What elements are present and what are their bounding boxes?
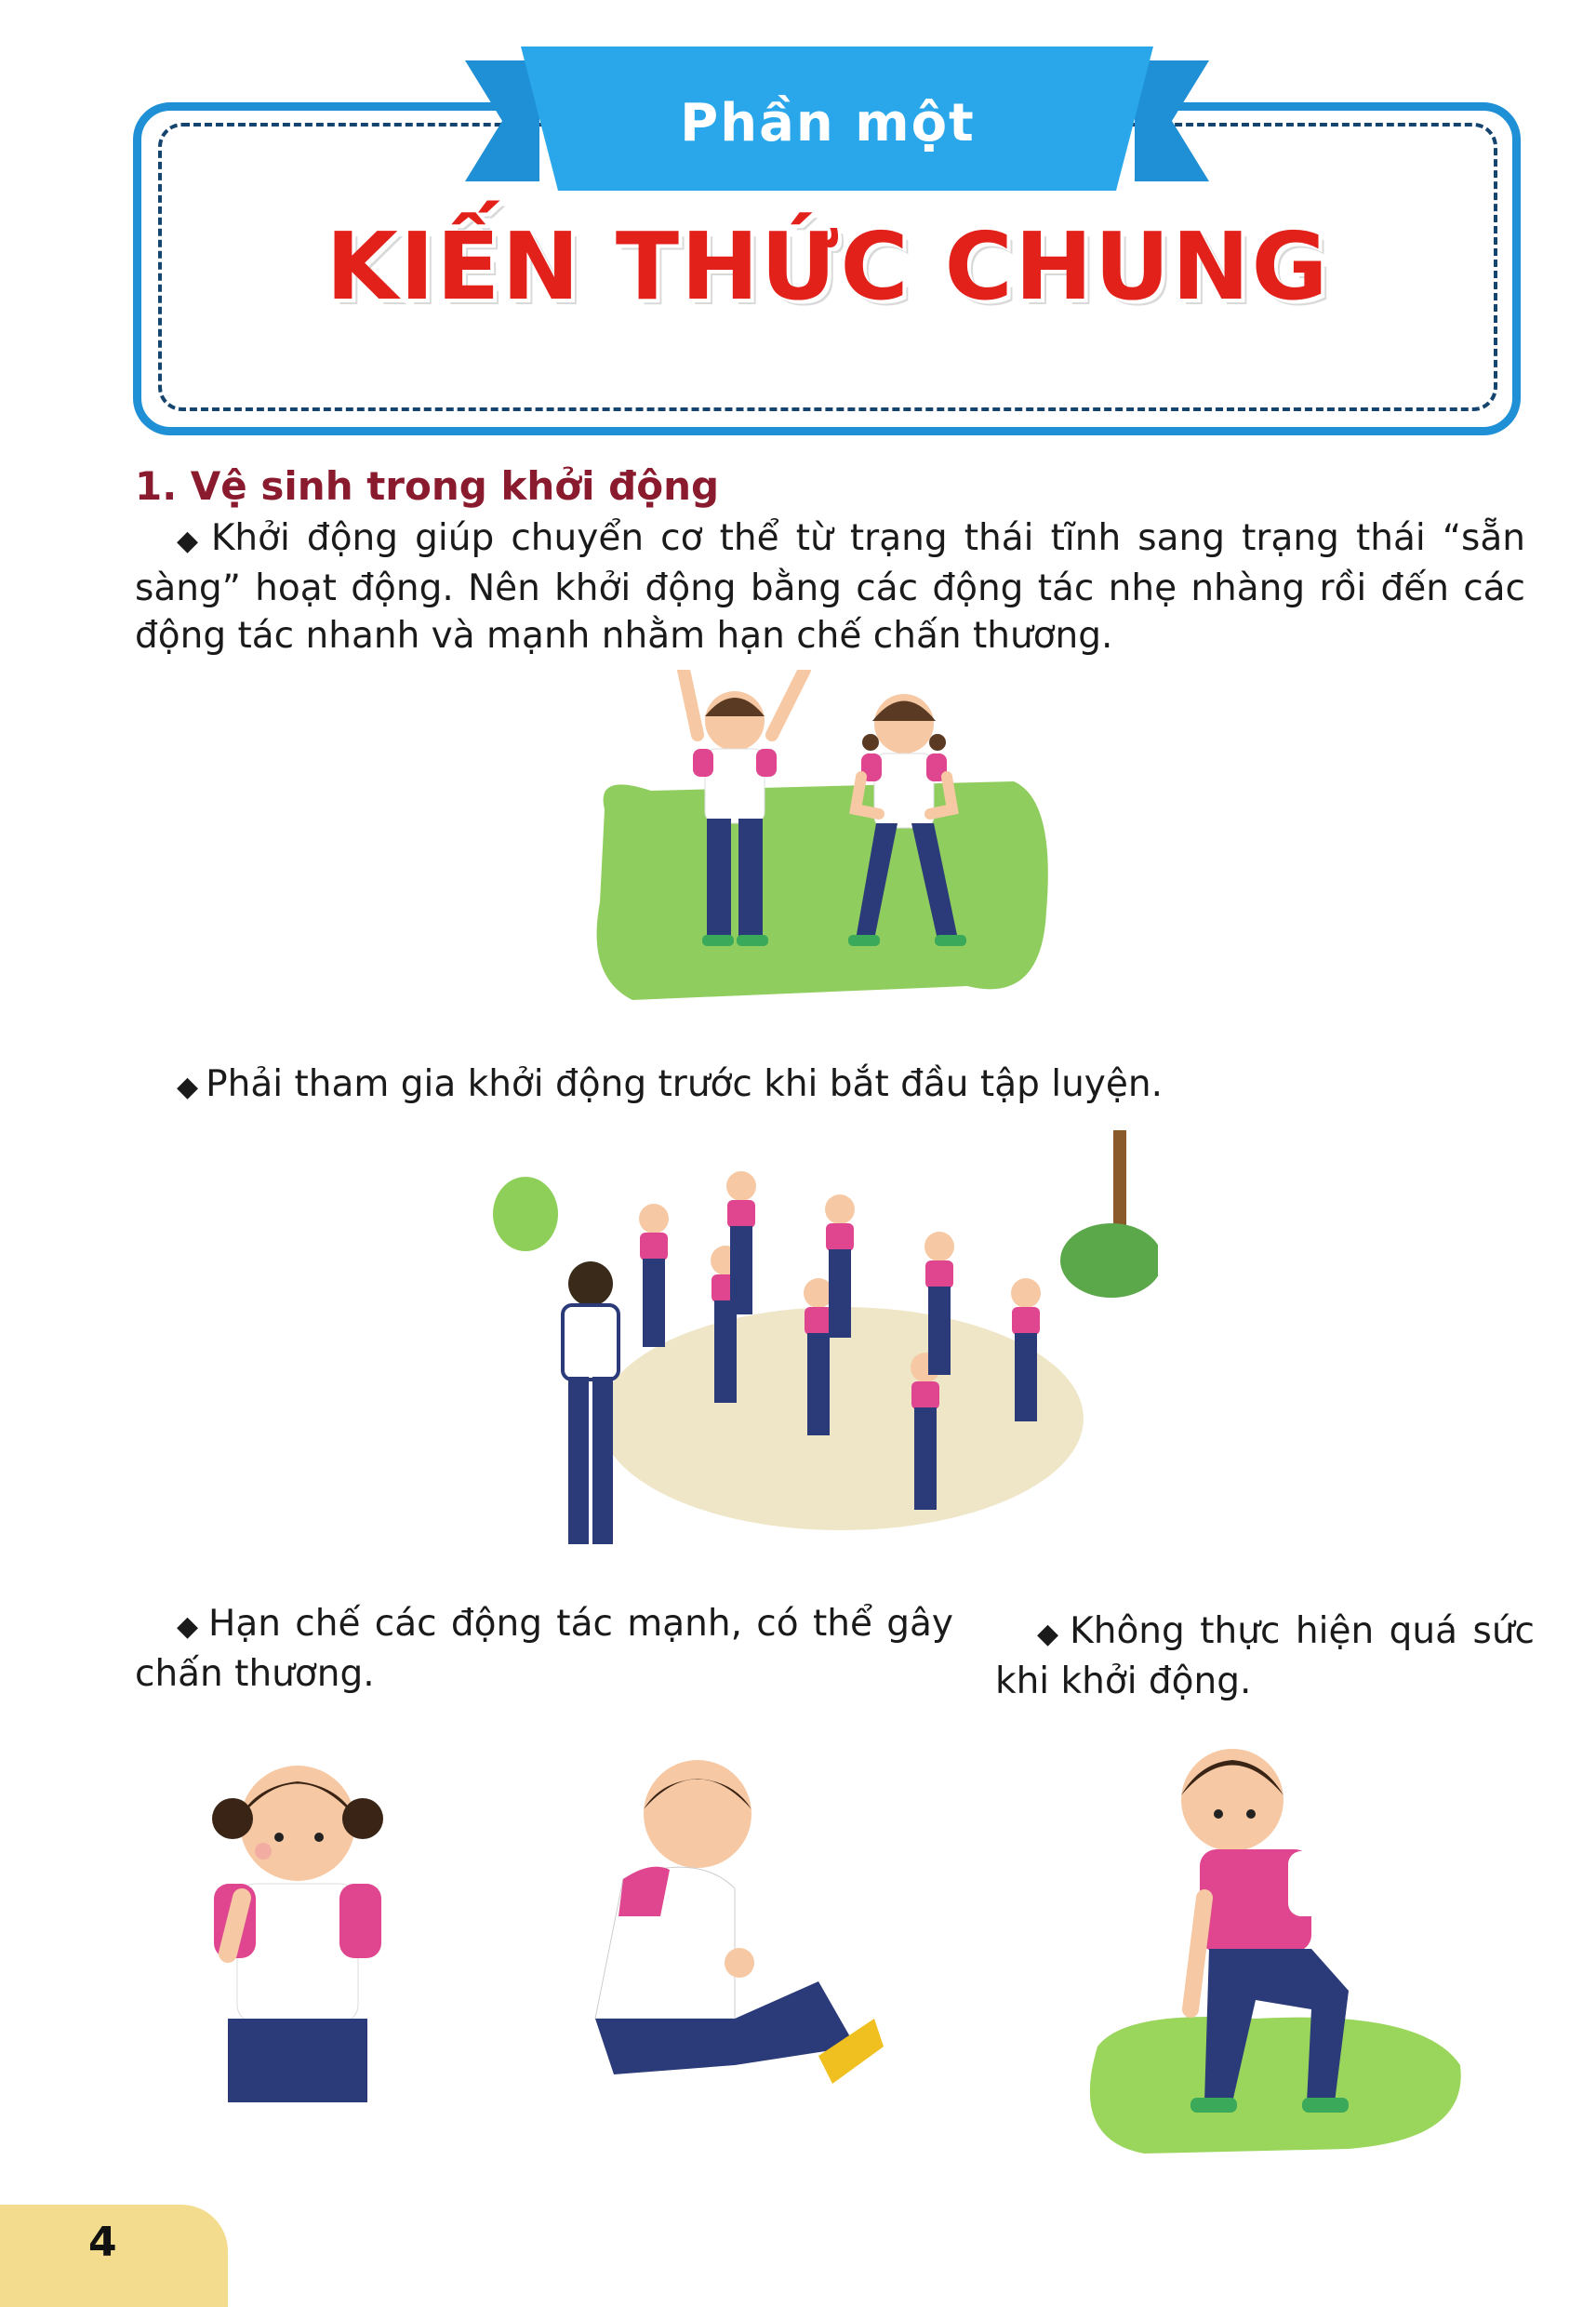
paragraph-text: Khởi động giúp chuyển cơ thể từ trạng thái tĩnh sang trạng thái “sẵn sàng” hoạt động. Nên khởi động bằng các động tác nhẹ nhàng rồi đến các động tác nhanh và mạnh nhằm hạn chế chấn thương.: [135, 517, 1525, 657]
section-heading: 1. Vệ sinh trong khởi động: [135, 463, 720, 509]
two-children-stretching-illustration: [577, 670, 1060, 1023]
paragraph-limit-strong-moves: [135, 1600, 953, 1698]
bullet-diamond-icon: ◆: [177, 1610, 202, 1643]
paragraph-text: Hạn chế các động tác mạnh, có thể gây chấn thương.: [135, 1603, 954, 1695]
page-number: 4: [88, 2219, 117, 2266]
paragraph-warmup-purpose: [135, 514, 1525, 660]
teacher-figure: [563, 1261, 618, 1544]
class-warm-up-formation-illustration: [488, 1130, 1158, 1567]
paragraph-text: Không thực hiện quá sức khi khởi động.: [995, 1610, 1535, 1702]
page-title: KIẾN THỨC CHUNG: [326, 212, 1330, 321]
paragraph-warmup-before-training: [177, 1060, 1386, 1111]
bullet-diamond-icon: ◆: [1037, 1618, 1063, 1650]
boy-knee-injury-illustration: [512, 1740, 884, 2121]
ribbon-label: Phần một: [680, 93, 976, 153]
paragraph-text: Phải tham gia khởi động trước khi bắt đầu tập luyện.: [206, 1063, 1163, 1105]
bullet-diamond-icon: ◆: [177, 525, 204, 557]
tired-boy-illustration: [1070, 1712, 1470, 2158]
bullet-diamond-icon: ◆: [177, 1071, 199, 1103]
girl-shoulder-pain-illustration: [191, 1730, 405, 2102]
paragraph-no-overexertion: [995, 1607, 1535, 1705]
